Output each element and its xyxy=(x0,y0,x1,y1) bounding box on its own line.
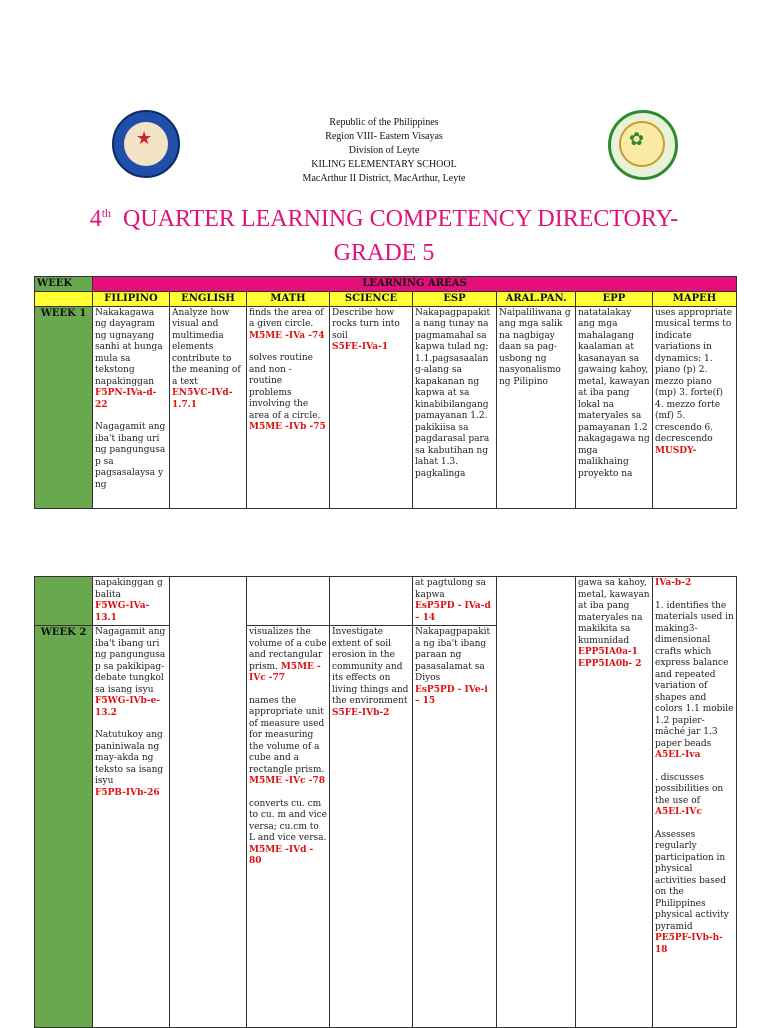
school-seal-icon: ✿ xyxy=(608,110,678,180)
subject-epp: EPP xyxy=(576,292,653,307)
week-2-label: WEEK 2 xyxy=(35,626,93,1028)
cont-esp: at pagtulong sa kapwa EsP5PD - IVa-d – 14 xyxy=(413,577,497,626)
competency-table-page-2 xyxy=(34,576,737,1028)
header-line-2: Region VIII- Eastern Visayas xyxy=(325,131,443,142)
subject-science: SCIENCE xyxy=(330,292,413,307)
header-line-4: KILING ELEMENTARY SCHOOL xyxy=(311,159,457,170)
week-1-math: finds the area of a given circle. M5ME -IVa -74 solves routine and non - routine problems involving the area of a circle. M5ME -IVb -75 xyxy=(247,306,330,508)
week-2-esp: Nakapagpapakit a ng iba't ibang paraan ng pasasalamat sa Diyos EsP5PD - IVe-i – 15 xyxy=(413,626,497,1028)
cont-math xyxy=(247,577,330,626)
week-2-filipino: Nagagamit ang iba't ibang uri ng pangungusa p sa pakikipag-debate tungkol sa isang isyu F5WG-IVb-e-13.2 Natutukoy ang paniniwala ng may-akda ng teksto sa isang isyu F5PB-IVb-26 xyxy=(93,626,170,1028)
blank-subject-cell xyxy=(35,292,93,307)
week-header: WEEK xyxy=(35,277,93,292)
subject-filipino: FILIPINO xyxy=(93,292,170,307)
header-line-3: Division of Leyte xyxy=(348,145,420,156)
week-1-aralpan: Naipaliliwana g ang mga salik na nagbigay daan sa pag-usbong ng nasyonalismo ng Pilipino xyxy=(497,306,576,508)
week-2-math: visualizes the volume of a cube and rectangular prism. M5ME -IVc -77 names the appropriate unit of measure used for measuring the volume of a cube and a rectangle prism. M5ME -IVc -78 converts cu. cm to cu. m and vice versa; cu.cm to L and vice versa. M5ME -IVd - 80 xyxy=(247,626,330,1028)
competency-table-page-1 xyxy=(34,276,737,509)
header-line-1: Republic of the Philippines xyxy=(329,117,439,128)
continued-week-cell xyxy=(35,577,93,626)
district-seal-icon: ★ xyxy=(112,110,180,178)
week-1-epp: natatalakay ang mga mahalagang kaalaman at kasanayan sa gawaing kahoy, metal, kawayan at iba pang lokal na materyales sa pamayanan 1.2 nakagagawa ng mga malikhaing proyekto na xyxy=(576,306,653,508)
week-2-english xyxy=(170,577,247,1028)
week-2-aralpan xyxy=(497,577,576,1028)
week-1-mapeh: uses appropriate musical terms to indicate variations in dynamics: 1. piano (p) 2. mezzo piano (mp) 3. forte(f) 4. mezzo forte (mf) 5. crescendo 6. decrescendo MUSDY- xyxy=(653,306,737,508)
cont-mapeh: IVa-b-2 1. identifies the materials used in making3-dimensional crafts which express balance and repeated variation of shapes and colors 1.1 mobile 1.2 papier-mâché jar 1.3 paper beads A5EL-Iva . discusses possibilities on the use of A5EL-IVc Assesses regularly participation in physical activities based on the Philippines physical activity pyramid PE5PF-IVb-h-18 xyxy=(653,577,737,1028)
subject-english: ENGLISH xyxy=(170,292,247,307)
week-1-english: Analyze how visual and multimedia elements contribute to the meaning of a text EN5VC-IVd-1.7.1 xyxy=(170,306,247,508)
subject-mapeh: MAPEH xyxy=(653,292,737,307)
cont-epp: gawa sa kahoy, metal, kawayan at iba pang materyales na makikita sa kumunidad EPP5IA0a-1 EPP5IA0b- 2 xyxy=(576,577,653,1028)
document-title: 4th QUARTER LEARNING COMPETENCY DIRECTORY- GRADE 5 xyxy=(89,206,679,266)
cont-science xyxy=(330,577,413,626)
subject-math: MATH xyxy=(247,292,330,307)
header-line-5: MacArthur II District, MacArthur, Leyte xyxy=(302,173,466,184)
subject-esp: ESP xyxy=(413,292,497,307)
week-2-science: Investigate extent of soil erosion in the community and its effects on living things and the environment S5FE-IVb-2 xyxy=(330,626,413,1028)
subject-aralpan: ARAL.PAN. xyxy=(497,292,576,307)
week-1-esp: Nakapagpapakit a nang tunay na pagmamahal sa kapwa tulad ng: 1.1.pagsasaalan g-alang sa kapakanan ng kapwa at sa kinabibilangang pamayanan 1.2. pakikiisa sa pagdarasal para sa kabutihan ng lahat 1.3. pagkalinga xyxy=(413,306,497,508)
week-1-science: Describe how rocks turn into soil S5FE-IVa-1 xyxy=(330,306,413,508)
learning-areas-header: LEARNING AREAS xyxy=(93,277,737,292)
cont-filipino: napakinggan g balita F5WG-IVa-13.1 xyxy=(93,577,170,626)
week-1-label: WEEK 1 xyxy=(35,306,93,508)
week-1-filipino: Nakakagawa ng dayagram ng ugnayang sanhi at bunga mula sa tekstong napakinggan F5PN-IVa-d-22 Nagagamit ang iba't ibang uri ng pangungusa p sa pagsasalaysa y ng xyxy=(93,306,170,508)
